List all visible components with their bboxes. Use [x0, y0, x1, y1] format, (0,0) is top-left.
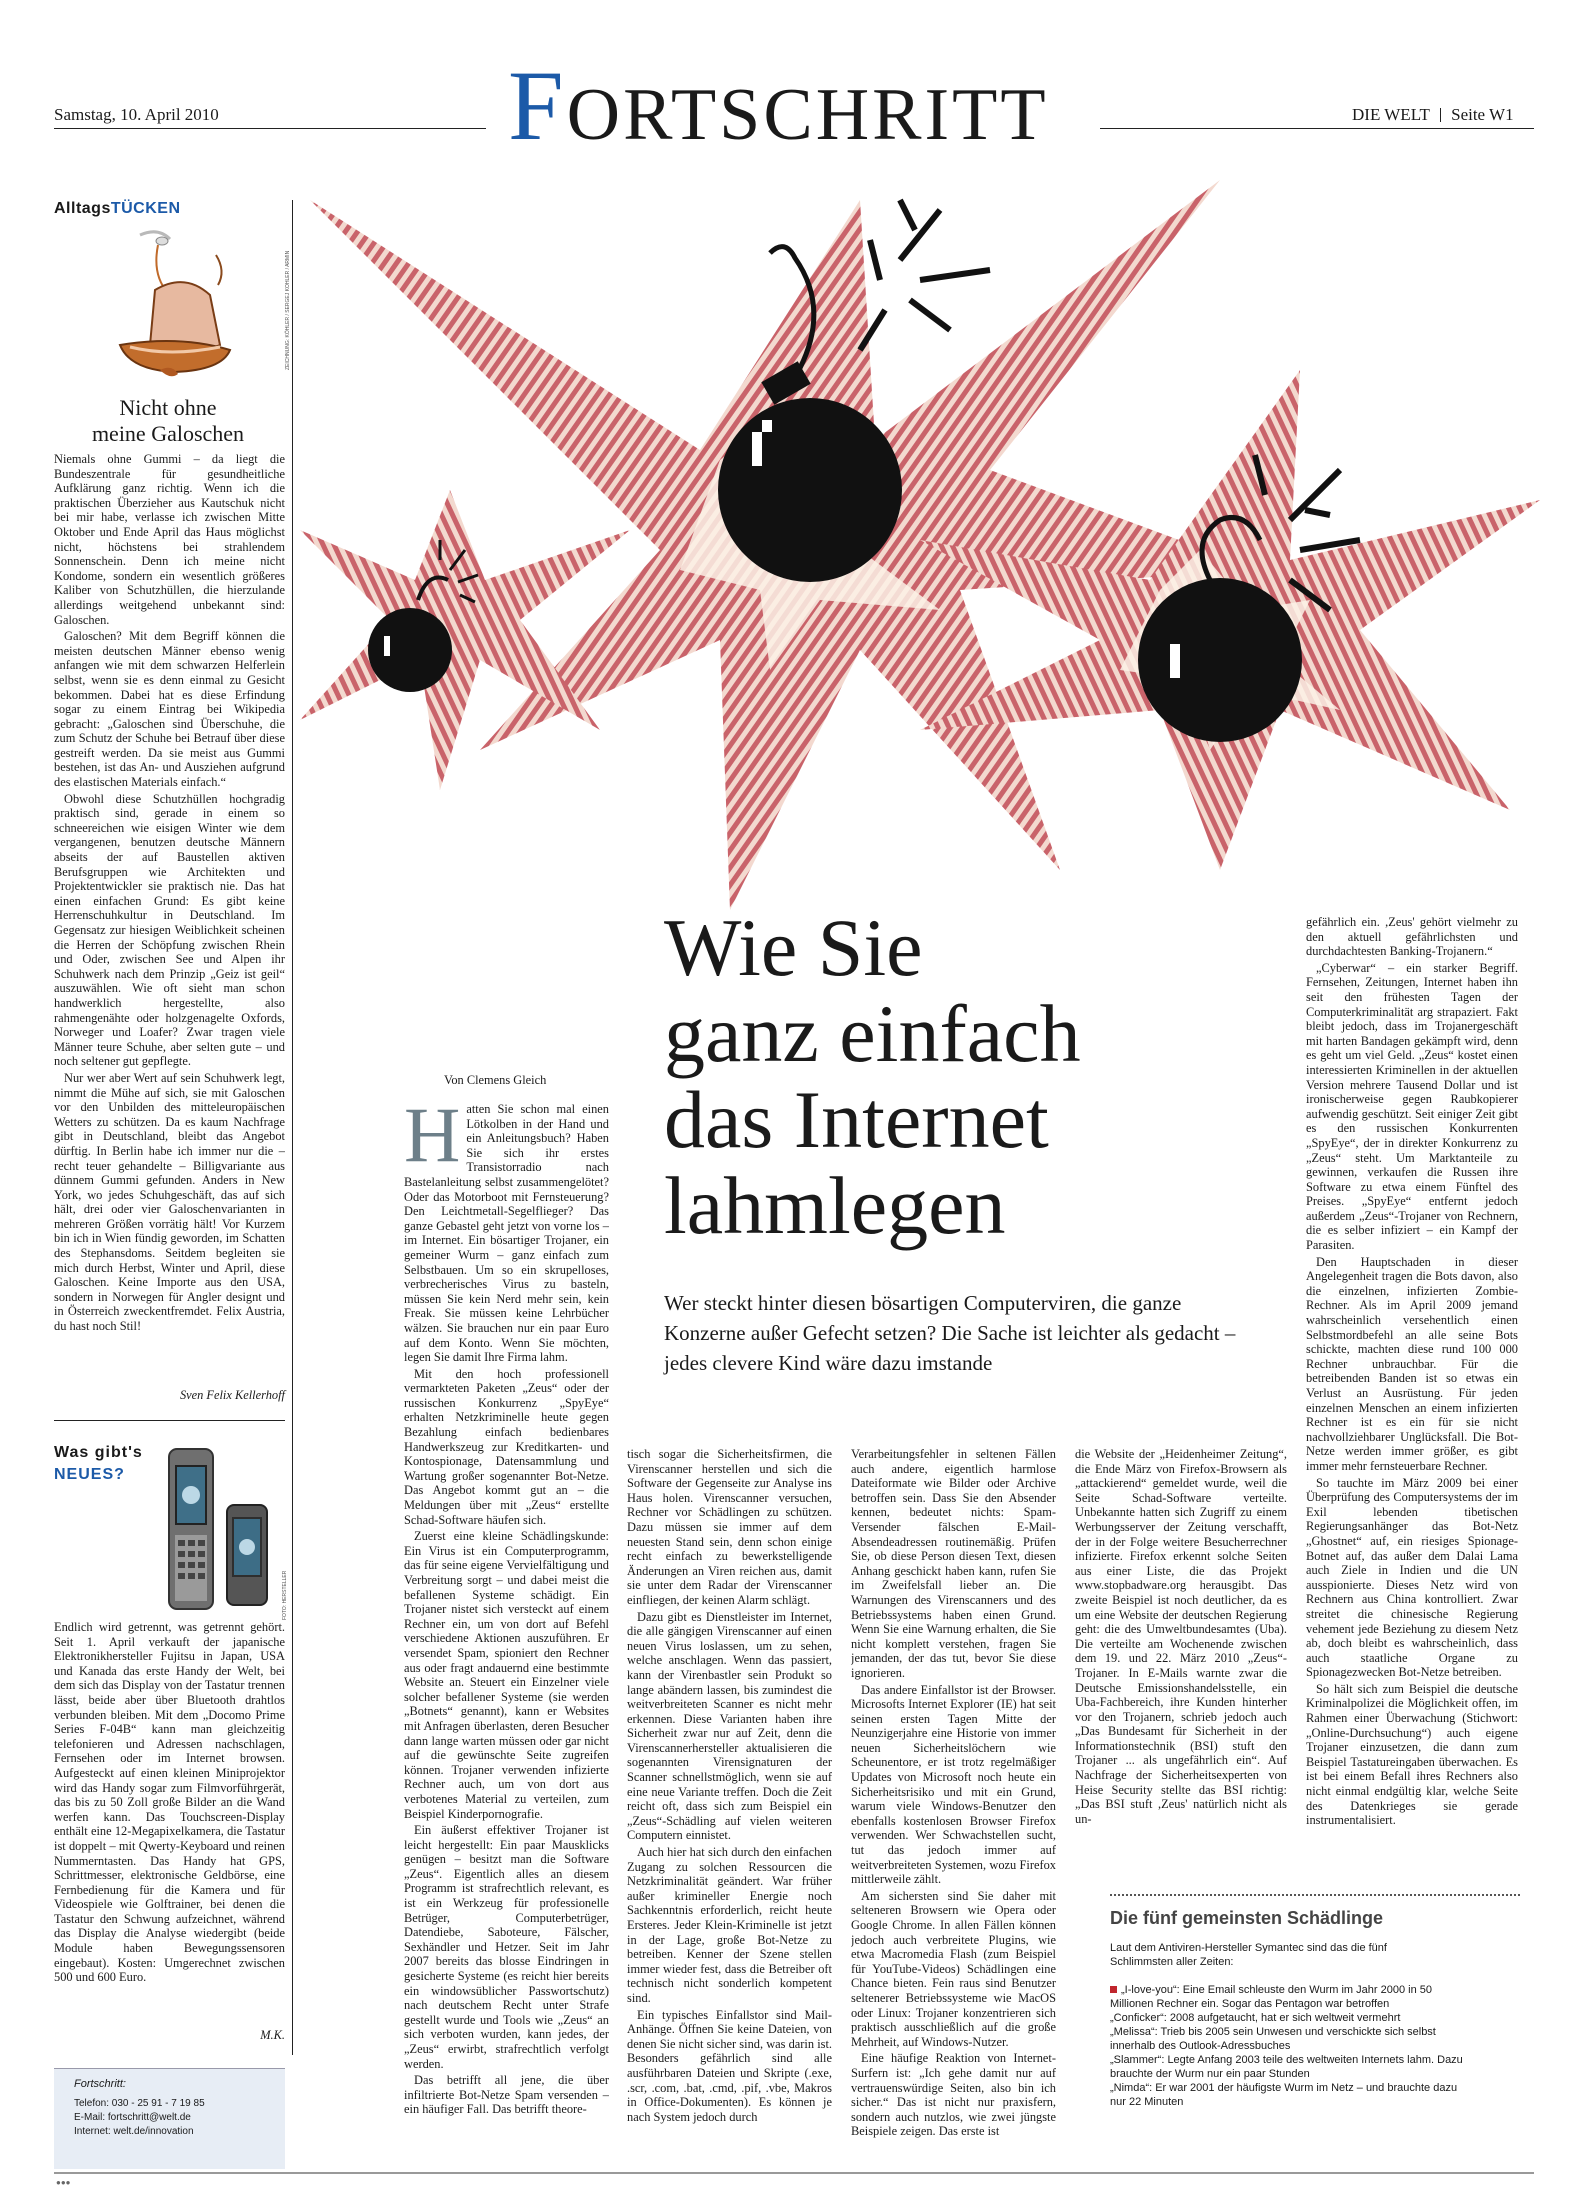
illustration-credit: ZEICHNUNG: KÖHLER / SERGEJ KOHLER / ARMIN — [285, 250, 291, 370]
article-paragraph: Das betrifft all jene, die über infiltrierte Bot-Netze Spam versenden – ein häufiger Fall. Das betrifft theore- — [404, 2073, 609, 2117]
sidebar-separator — [54, 1420, 285, 1421]
infobox-item: „Conficker“: 2008 aufgetaucht, hat er sich weltweit vermehrt — [1110, 2012, 1401, 2024]
article-paragraph: Ein typisches Einfallstor sind Mail-Anhänge. Öffnen Sie keine Dateien, von denen Sie nicht sicher sind, was darin ist. Besonders gefährlich sind alle ausführbaren Dateien und Skripte (.exe, .scr, .com, .bat, .cmd, .pif, .vbe, Makros in Office-Dokumenten). Es können je nach System jedoch durch — [627, 2007, 832, 2124]
article-paragraph: Am sichersten sind Sie daher mit selteneren Browsern wie Opera oder Google Chrome. In allen Fällen können jedoch auch verbreitete Plugins, wie etwa Macromedia Flash (zum Beispiel für YouTube-Videos) Schädlingen eine Chance bieten. Fein raus sind Benutzer seltenerer Betriebssysteme wie MacOS oder Linux: Trojaner konzentrieren sich praktisch ausschließlich auf die große Mehrheit, auf Windows-Nutzer. — [851, 1888, 1056, 2049]
byline: Von Clemens Gleich — [444, 1073, 547, 1087]
article-paragraph: „Cyberwar“ – ein starker Begriff. Fernsehen, Zeitungen, Internet haben ihn seit den frühesten Tagen der Computerkriminalität arg strapaziert. Fakt bleibt jedoch, dass im Trojanergeschäft mit harten Bandagen gekämpft wird, denn es geht um viel Geld. „Zeus“ kostet einen interessierten Kriminellen in der aktuellen Version mehrere Tausend Dollar und ist ironischerweise gegen Raubkopierer aufwendig geschützt. Seit einiger Zeit gibt es den russischen Konkurrenten „SpyEye“, der in direkter Konkurrenz zu „Zeus“ steht. Um Marktanteile zu gewinnen, verkaufen die Russen ihre Software zu etwa einem Fünftel des Preises. „SpyEye“ entfernt jedoch außerdem „Zeus“-Trojaner von Rechnern, die es selber infiziert – ein Kampf der Parasiten. — [1306, 960, 1518, 1253]
bomb-illustration — [300, 170, 1540, 910]
infobox — [1110, 1894, 1520, 2134]
article-column-5 — [1306, 915, 1518, 1855]
article-headline — [664, 902, 1081, 1251]
section-title-rest: ORTSCHRITT — [566, 74, 1049, 156]
spark-icon — [860, 200, 990, 350]
headline-line-4: lahmlegen — [664, 1160, 1006, 1251]
paper-name: DIE WELT — [1352, 105, 1430, 124]
sidebar-paragraph: Obwohl diese Schutzhüllen hochgradig praktisch sind, gerade in einem so schneereichen wie eisigen Winter wie dem vergangenen, benutzen deutsche Männern abseits der auf Baustellen aktiven Berufsgruppen wie Architekten und Projektentwickler sie praktisch nie. Das hat einen einfachen Grund: Es gibt keine Herrenschuhkultur in Deutschland. Im Gegensatz zur hiesigen Weiblichkeit scheinen die Herren der Schöpfung zwischen Rhein und Oder, zwischen See und Alpen ihr Schuhwerk nach dem Prinzip „Geiz ist geil“ auszuwählen. Wie oft sieht man schon handwerklich hergestellte, also rahmengenähte oder holzgenagelte Oxfords, Norweger und Loafer? Zwar tragen viele Männer teure Schuhe, aber selten gute – und noch seltener gut gepflegte. — [54, 791, 285, 1069]
registration-marks-icon: ●●● — [56, 2178, 71, 2187]
sidebar-paragraph: Niemals ohne Gummi – da liegt die Bundeszentrale für gesundheitliche Aufklärung ganz richtig. Wenn ich die praktischen Überzieher aus Kautschuk nicht bei mir habe, verlasse ich zwischen Mitte Oktober und Ende April das Haus möglichst nicht, höchstens bei strahlendem Sonnenschein. Denn ich meine nicht Kondome, sondern ein wesentlich größeres Kaliber von Schutzhüllen, die hierzulande allerdings weitgehend unbekannt sind: Galoschen. — [54, 452, 285, 627]
article-paragraph: Auch hier hat sich durch den einfachen Zugang zu solchen Ressourcen die Netzkriminalität geändert. War früher außer krimineller Energie noch Sachkenntnis erforderlich, reicht heute Ersteres. Jeder Klein-Kriminelle ist jetzt in der Lage, große Bot-Netze zu betreiben. Kenner der Szene stellen immer wieder fest, dass die Betreiber oft technisch nicht sonderlich kompetent sind. — [627, 1845, 832, 2005]
contact-box — [54, 2068, 285, 2169]
infobox-item: „I-love-you“: Eine Email schleuste den Wurm im Jahr 2000 in 50 Millionen Rechner ein. Sogar das Pentagon war betroffen — [1110, 1984, 1432, 2010]
article-column-2 — [627, 1447, 832, 2160]
kicker-a: Alltags — [54, 200, 111, 217]
article-deck: Wer steckt hinter diesen bösartigen Computerviren, die ganze Konzerne außer Gefecht setzen? Die Sache ist leichter als gedacht – jedes clevere Kind wäre dazu imstande — [664, 1291, 1236, 1375]
news-paragraph: Endlich wird getrennt, was getrennt gehört. Seit 1. April verkauft der japanische Elektronikhersteller Fujitsu in Japan, USA und Kanada das erste Handy der Welt, bei dem sich das Display von der Tastatur trennen lässt, beide aber über Bluetooth drahtlos verbunden bleiben. Mit dem „Docomo Prime Series F-04B“ kann man gleichzeitig telefonieren und Adressen nachschlagen, Fernsehen oder im Internet browsen. Aufgesteckt auf einen kleinen Miniprojektor wird das Handy sogar zum Filmvorführgerät, das bis zu 50 Zoll große Bilder an die Wand werfen kann. Das Touchscreen-Display enthält eine 12-Megapixelkamera, die Tastatur ist doppelt – mit Qwerty-Keyboard und reinen Nummerntasten. Das Handy hat GPS, Schrittmesser, elektronische Geldbörse, eine Fernbedienung für die Kamera und für Videospiele wie Golftrainer, bei denen die Tastatur den Schwung aufzeichnet, während das Display die Analyse wiedergibt (beide Module haben Bewegungssensoren eingebaut). Kosten: Umgerechnet zwischen 500 und 600 Euro. — [54, 1620, 285, 1985]
sidebar-paragraph: Nur wer aber Wert auf sein Schuhwerk legt, nimmt die Mühe auf sich, sie mit Galoschen vor den Unbilden des mitteleuropäischen Wetters zu schützen. Da es kaum Nachfrage gibt in Deutschland, bleibt das Angebot dürftig. In Berlin habe ich immer nur die – recht teuer gehandelte – Billigvariante aus dünnem Gummi gefunden. Anders in New York, wo jedes Schuhgeschäft, das auf sich hält, drei oder vier Galoschenvarianten in mehreren Größen vorrätig hält! Vor Kurzem bin ich in Wien fündig geworden, im Schatten des Stephansdoms. Seitdem begleiten sie mich durch Herbst, Winter und April, diese Galoschen. Keine Importe aus den USA, sondern in Norwegen für Angler designt und in Österreich zweckentfremdet. Felix Austria, du hast noch Stil! — [54, 1070, 285, 1334]
article-paragraph: Das andere Einfallstor ist der Browser. Microsofts Internet Explorer (IE) hat seit seinen ersten Tagen Mitte der Neunzigerjahre eine Historie von immer neuen Sicherheitslöchern wie Scheunentore, er ist trotz regelmäßiger Updates von Microsoft noch heute ein Sicherheitsrisiko und mit ein Grund, warum viele Windows-Benutzer den ebenfalls kostenlosen Browser Firefox verwenden. Wer Schwachstellen sucht, tut das jedoch immer auf weitverbreiteten Systemen, wozu Firefox mittlerweile zählt. — [851, 1682, 1056, 1887]
masthead-rule-right — [1100, 128, 1534, 129]
masthead-rule-left — [54, 128, 486, 129]
article-paragraph: atten Sie schon mal einen Lötkolben in der Hand und ein Anleitungsbuch? Haben Sie sich ihr erstes Transistorradio nach Bastelanleitung selbst zusammengelötet? Oder das Motorboot mit Fernsteuerung? Den Leichtmetall-Segelflieger? Das ganze Gebastel geht jetzt von vorne los – im Internet. Ein bösartiger Trojaner, ein gemeiner Wurm – ganz einfach zum Selbstbauen. Um so ein skrupelloses, verbrecherisches Virus zu basteln, müssen Sie kein Nerd mehr sein, kein Freak. Sie müssen keine Lehrbücher wälzen. Sie brauchen nur ein paar Euro auf dem Konto. Wenn Sie möchten, legen Sie damit Ihre Firma lahm. — [404, 1102, 609, 1365]
kicker-b: TÜCKEN — [110, 200, 181, 217]
news-author: M.K. — [260, 2028, 285, 2042]
galosh-illustration — [100, 225, 250, 390]
sidebar-headline — [54, 395, 282, 447]
article-paragraph: Mit den hoch professionell vermarkteten Paketen „Zeus“ oder der russischen Konkurrenz „SpyEye“ erhalten Netzkriminelle heute gegen Bezahlung einfach bedienbares Handwerkszeug zur Kreditkarten- und Kontospionage, Datensammlung und Wartung großer sogenannter Bot-Netze. Das Angebot kommt gut an – die Meldungen über mit „Zeus“ erstellte Schad-Software häufen sich. — [404, 1366, 609, 1527]
article-column-1 — [404, 1102, 609, 2160]
drop-cap: H — [404, 1102, 461, 1178]
contact-title: Fortschritt: — [74, 2078, 126, 2090]
article-paragraph: Zuerst eine kleine Schädlingskunde: Ein Virus ist ein Computerprogramm, das für seine eigene Vervielfältigung und Verbreitung sorgt – und dabei meist die befallenen Systeme schädigt. Ein Trojaner nistet sich versteckt auf einem Rechner ein, um von dort auf Befehl verschiedene Aktionen auszuführen. Er versendet Spam, spioniert den Rechner aus oder fragt andauernd eine bestimmte Website an. Steuert ein Einzelner viele solcher befallener Systeme (sie werden „Botnets“ genannt), kann er Websites mit Anfragen überlasten, deren Besucher dann lange warten müssen oder gar nicht auf die gewünschte Seite zugreifen können. Trojaner verwenden infizierte Rechner auch, um von dort aus verbotenes Material zu verteilen, zum Beispiel Kinderpornografie. — [404, 1529, 609, 1821]
article-paragraph: Ein äußerst effektiver Trojaner ist leicht hergestellt: Ein paar Mausklicks genügen – besitzt man die Software „Zeus“. Eigentlich alles an diesem Programm ist strafrechtlich relevant, es ist ein Werkzeug für professionelle Betrüger, Computerbetrüger, Datendiebe, Saboteure, Fälscher, Sexhändler und Hetzer. Seit im Jahr 2007 bereits das blosse Eindringen in gesicherte Systeme (es reicht hier bereits ein windowsüblicher Passwortschutz) nach deutschem Recht unter Strafe gestellt wurde und Tools wie „Zeus“ an sich verboten wurden, kann jedes, der „Zeus“ erwirbt, strafrechtlich verfolgt werden. — [404, 1823, 609, 2071]
phone-photo — [165, 1445, 277, 1615]
article-paragraph: So tauchte im März 2009 bei einer Überprüfung des Computersystems der im Exil lebenden tibetischen Regierungsanhänger das Bot-Netz „Ghostnet“ auf, ein riesiges Spionage-Botnet auf, das außer dem Dalai Lama auch Ziele in Indien und die UN ausspionierte. Dieses Netz wird von Rechnern aus China kontrolliert. Zwar streitet die chinesische Regierung vehement jede Beziehung zu diesem Netz ab, doch bleibt es wahrscheinlich, dass auch staatliche Organe zu Spionagezwecken Bot-Netze betreiben. — [1306, 1475, 1518, 1680]
infobox-intro: Laut dem Antiviren-Hersteller Symantec sind das die fünf Schlimmsten aller Zeiten: — [1110, 1942, 1387, 1968]
headline-line-2: ganz einfach — [664, 988, 1081, 1079]
article-column-3 — [851, 1447, 1056, 2160]
sidebar-divider — [292, 200, 293, 2055]
infobox-title: Die fünf gemeinsten Schädlinge — [1110, 1908, 1384, 1928]
sidebar-author: Sven Felix Kellerhoff — [179, 1388, 285, 1402]
sidebar-paragraph: Galoschen? Mit dem Begriff können die meisten deutschen Männer ebenso wenig anfangen wie mit dem schwarzen Helferlein selbst, wenn sie es denn einmal zu Gesicht bekommen. Dabei hat es diese Erfindung sogar zu einem Eintrag bei Wikipedia gebracht: „Galoschen sind Überschuhe, die zum Schutz der Schuhe bei Betrauf über diese gestreift werden. Da sie meist aus Gummi bestehen, ist das An- und Ausziehen aufgrund des elastischen Materials einfach.“ — [54, 629, 285, 790]
infobox-item: „Nimda“: Er war 2001 der häufigste Wurm im Netz – und brauchte dazu nur 22 Minuten — [1110, 2082, 1458, 2108]
article-paragraph: Eine häufige Reaktion von Internet-Surfern ist: „Ich gehe damit nur auf vertrauenswürdige Seiten, also bin ich sicher.“ Das ist nicht nur praxisfern, sondern auch nutzlos, wie zwei jüngste Beispiele zeigen. Das erste ist — [851, 2051, 1056, 2139]
kicker-alltagstuecken — [54, 200, 181, 218]
sidebar-headline-2: meine Galoschen — [91, 421, 245, 446]
article-paragraph: gefährlich ein. ,Zeus' gehört vielmehr zu den aktuell gefährlichsten und durchdachtesten Banking-Trojanern.“ — [1306, 915, 1518, 959]
infobox-item: „Melissa“: Trieb bis 2005 sein Unwesen und verschickte sich selbst innerhalb des Outlook-Adressbuches — [1110, 2026, 1436, 2052]
article-paragraph: Dazu gibt es Dienstleister im Internet, die alle gängigen Virenscanner auf einen neuen Virus loslassen, um zu sehen, welche anschlagen. Wenn das passiert, kann der Virenbastler sein Produkt so lange abändern lassen, bis zumindest die weitverbreiteten Scanner es nicht mehr erkennen. Diese Varianten haben ihre Sicherheit zwar nur auf Zeit, denn die Virenscannerhersteller aktualisieren die sogenannten Virensignaturen der Scanner schnellstmöglich, wenn sie auf eine neue Variante treffen. Doch die Zeit reicht oft, dass sich zum Beispiel ein „Zeus“-Schädling auf vielen weiteren Computern einnistet. — [627, 1609, 832, 1843]
page-number: Seite W1 — [1451, 105, 1514, 124]
bullet-icon — [1110, 1986, 1117, 1993]
contact-web[interactable]: Internet: welt.de/innovation — [74, 2126, 194, 2137]
article-paragraph: die Website der „Heidenheimer Zeitung“, die Ende März von Firefox-Browsern als „attackierend“ gemeldet wurde, weil die Seite Schad-Software verteilte. Unbekannte hatten sich Zugriff zu einem Werbungsserver der Zeitung verschafft, der in der Folge weitere Besucherrechner infizierte. Firefox erkennt solche Seiten aus einer Liste, die das Projekt www.stopbadware.org herausgibt. Das zweite Beispiel ist noch deutlicher, da es um eine Website der deutschen Regierung geht: die des Umweltbundesamtes (Uba). Die verteilte am Wochenende zwischen dem 19. und 22. März 2010 „Zeus“-Trojaner. In E-Mails warnte zwar die Deutsche Emissionshandelsstelle, ein Uba-Fachbereich, ihre Kunden hinterher vor den Trojanern, schrieb jedoch auch „Das Bundesamt für Sicherheit in der Informationstechnik (BSI) stuft den Trojaner ... als ungefährlich ein“. Auf Nachfrage der Sicherheitsexperten von Heise Security stellte das BSI richtig: „Das BSI stuft ,Zeus' natürlich nicht als un- — [1075, 1447, 1287, 1826]
article-paragraph: So hält sich zum Beispiel die deutsche Kriminalpolizei die Möglichkeit offen, im Rahmen einer Überwachung (Stichwort: „Online-Durchsuchung“) auch eigene Trojaner einzusetzen, die dann zum Beispiel Tastatureingaben überwachen. Es ist bei einem Befall ihres Rechners also nicht einmal endgültig klar, welche Seite des Datenkrieges sie gerade instrumentalisiert. — [1306, 1681, 1518, 1828]
infobox-item: „Slammer“: Legte Anfang 2003 teile des weltweiten Internets lahm. Dazu brauchte der Wurm nur ein paar Stunden — [1110, 2054, 1463, 2080]
kicker-was-gibts-neues — [54, 1442, 143, 1486]
sidebar-headline-1: Nicht ohne — [119, 395, 217, 420]
news-kicker-a: Was gibt's — [54, 1444, 143, 1461]
section-title — [508, 50, 1049, 161]
masthead-date: Samstag, 10. April 2010 — [54, 105, 219, 124]
phone-credit: FOTO: HERSTELLER — [282, 1570, 288, 1620]
sidebar-column-text — [54, 452, 285, 1398]
bottom-rule — [54, 2172, 1534, 2174]
article-paragraph: Verarbeitungsfehler in seltenen Fällen auch andere, eigentlich harmlose Dateiformate wie Bilder oder Archive betroffen sein. Dass Sie den Absender kennen, bedeutet nichts: Spam-Versender fälschen E-Mail-Absendeadressen routinemäßig. Prüfen Sie, ob diese Person diesen Text, diesen Anhang geschickt haben kann, rufen Sie im Zweifelsfall lieber an. Die Warnungen des Virenscanners und des Betriebssystems haben einen Grund. Wenn Sie eine Warnung erhalten, die Sie nicht komplett verstehen, fragen Sie jemanden, der das tut, bevor Sie diese ignorieren. — [851, 1447, 1056, 1680]
news-kicker-b: NEUES? — [54, 1466, 125, 1483]
contact-phone: Telefon: 030 - 25 91 - 7 19 85 — [74, 2098, 205, 2109]
headline-line-1: Wie Sie — [664, 902, 923, 993]
news-text — [54, 1620, 285, 2050]
masthead-paper — [1352, 105, 1514, 125]
headline-line-3: das Internet — [664, 1074, 1049, 1165]
article-paragraph: Den Hauptschaden in dieser Angelegenheit tragen die Bots davon, also die einzelnen, infizierten Zombie-Rechner. Als im April 2009 jemand wahrscheinlich versehentlich einen Selbstmordbefehl an alle seine Bots schickte, machten diese rund 100 000 Rechner unbrauchbar. Für die betreibenden Banden ist so etwas ein Verlust an Ausrüstung. Für jeden einzelnen Menschen an einem infizierten Rechner ist es ein für sie nicht nachvollziehbarer Unglücksfall. Die Bot-Netze werden immer größer, es gibt immer mehr fernsteuerbare Rechner. — [1306, 1254, 1518, 1473]
contact-email[interactable]: E-Mail: fortschritt@welt.de — [74, 2112, 191, 2123]
article-paragraph: tisch sogar die Sicherheitsfirmen, die Virenscanner herstellen und sich die Software der Gegenseite zur Analyse ins Haus holen. Virenscanner versuchen, Rechner vor Schädlingen zu schützen. Dazu müssen sie immer auf dem neuesten Stand sein, denn schon einige recht einfach zu bewerkstelligende Änderungen an Viren reichen aus, damit sie unter dem Radar der Virenscanner einfliegen, der keinen Alarm schlägt. — [627, 1447, 832, 1607]
article-column-4 — [1075, 1447, 1287, 1847]
section-title-initial: F — [508, 50, 567, 161]
